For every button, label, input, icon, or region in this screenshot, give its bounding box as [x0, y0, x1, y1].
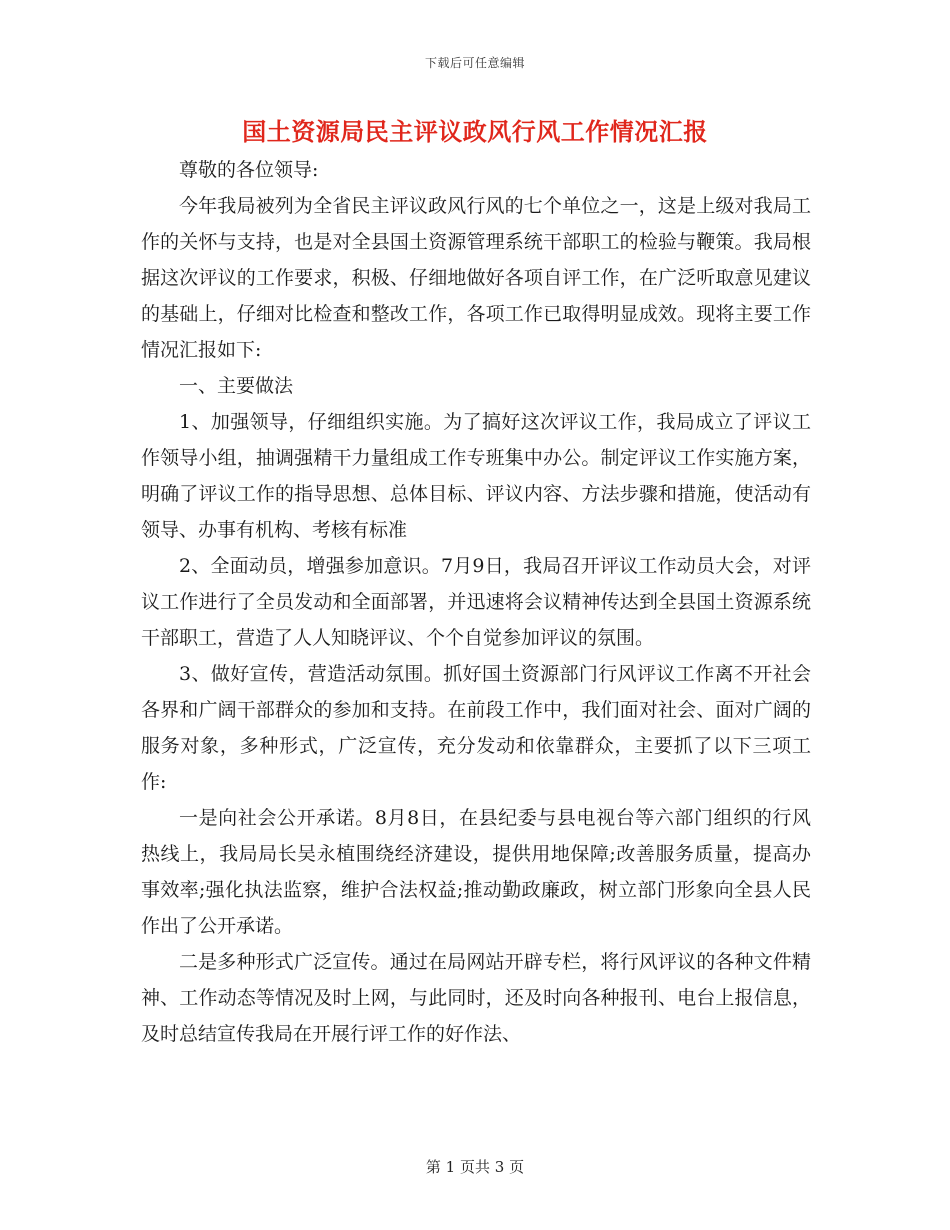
header-note: 下载后可任意编辑: [424, 56, 525, 70]
section-heading: 一、主要做法: [179, 375, 294, 397]
page-number: 第 1 页共 3 页: [425, 1158, 525, 1176]
body-paragraph: 1、加强领导，仔细组织实施。为了搞好这次评议工作，我局成立了评议工作领导小组，抽调强精干力量组成工作专班集中办公。制定评议工作实施方案，明确了评议工作的指导思想、总体目标、评议内容、方法步骤和措施，使活动有领导、办事有机构、考核有标准: [141, 411, 811, 541]
salutation: 尊敬的各位领导:: [179, 159, 319, 181]
body-paragraph: 二是多种形式广泛宣传。通过在局网站开辟专栏，将行风评议的各种文件精神、工作动态等情况及时上网，与此同时，还及时向各种报刊、电台上报信息，及时总结宣传我局在开展行评工作的好作法、: [141, 951, 811, 1045]
document-title: 国土资源局民主评议政风行风工作情况汇报: [242, 117, 708, 146]
body-paragraph: 一是向社会公开承诺。8月8日，在县纪委与县电视台等六部门组织的行风热线上，我局局长吴永植围绕经济建设，提供用地保障;改善服务质量，提高办事效率;强化执法监察，维护合法权益;推动勤政廉政，树立部门形象向全县人民作出了公开承诺。: [141, 807, 811, 937]
document-body: [141, 152, 811, 1052]
body-paragraph: 2、全面动员，增强参加意识。7月9日，我局召开评议工作动员大会，对评议工作进行了全员发动和全面部署，并迅速将会议精神传达到全县国土资源系统干部职工，营造了人人知晓评议、个个自觉参加评议的氛围。: [141, 555, 811, 649]
intro-paragraph: 今年我局被列为全省民主评议政风行风的七个单位之一，这是上级对我局工作的关怀与支持，也是对全县国土资源管理系统干部职工的检验与鞭策。我局根据这次评议的工作要求，积极、仔细地做好各项自评工作，在广泛听取意见建议的基础上，仔细对比检查和整改工作，各项工作已取得明显成效。现将主要工作情况汇报如下:: [141, 195, 811, 361]
body-paragraph: 3、做好宣传，营造活动氛围。抓好国土资源部门行风评议工作离不开社会各界和广阔干部群众的参加和支持。在前段工作中，我们面对社会、面对广阔的服务对象，多种形式，广泛宣传，充分发动和依靠群众，主要抓了以下三项工作:: [141, 663, 811, 793]
